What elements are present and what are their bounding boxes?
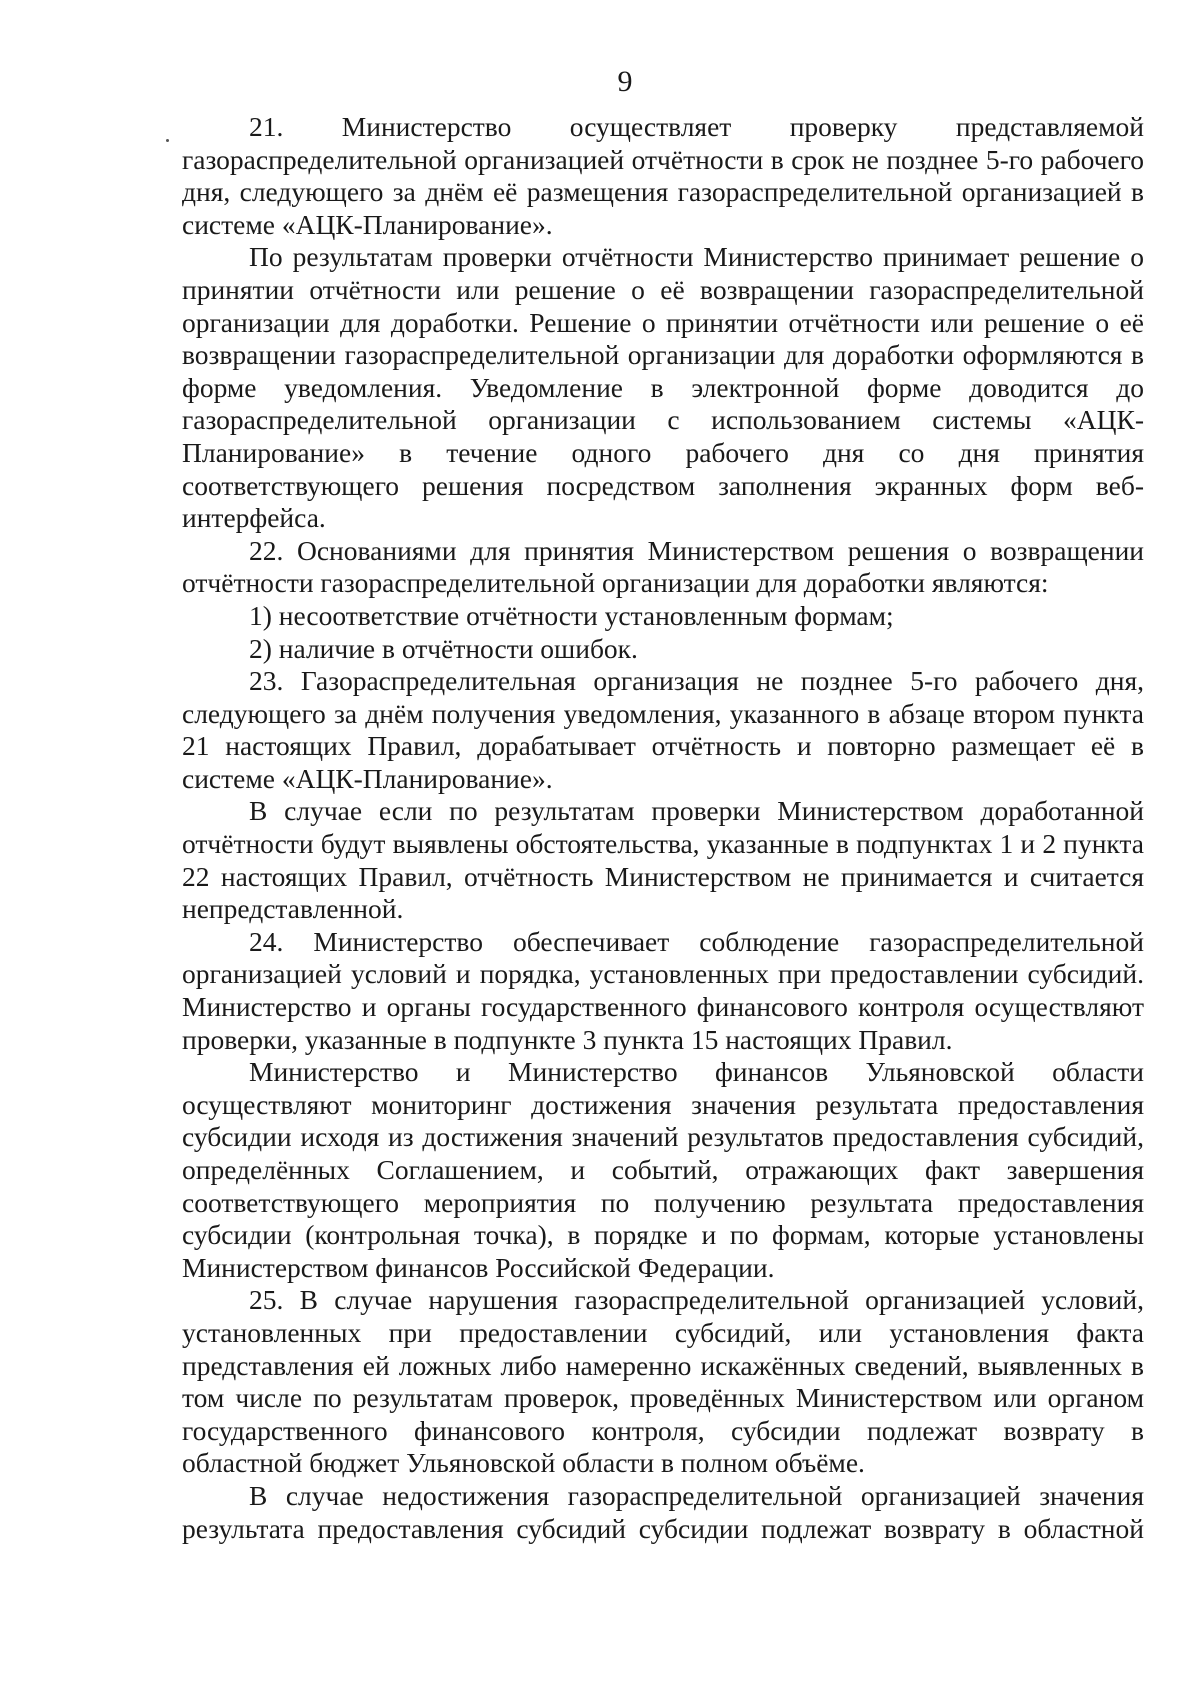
- paragraph-22: 22. Основаниями для принятия Министерством решения о возвращении отчётности газораспределительной организации для доработки являются:: [182, 534, 1144, 599]
- page-number: 9: [617, 65, 633, 98]
- paragraph-24-part-2: Министерство и Министерство финансов Ульяновской области осуществляют мониторинг достижения значения результата предоставления субсидии исходя из достижения значений результатов предоставления субсидий, определённых Соглашением, и событий, отражающих факт завершения соответствующего мероприятия по получению результата предоставления субсидии (контрольная точка), в порядке и по формам, которые установлены Министерством финансов Российской Федерации.: [182, 1056, 1144, 1283]
- paragraph-22-item-2: 2) наличие в отчётности ошибок.: [249, 632, 638, 664]
- paragraph-21-part-2: По результатам проверки отчётности Министерство принимает решение о принятии отчётности или решение о её возвращении газораспределительной организации для доработки. Решение о принятии отчётности или решение о её возвращении газораспределительной организации для доработки оформляются в форме уведомления. Уведомление в электронной форме доводится до газораспределительной организации с использованием системы «АЦК-Планирование» в течение одного рабочего дня со дня принятия соответствующего решения посредством заполнения экранных форм веб-интерфейса.: [182, 241, 1144, 534]
- paragraph-23: 23. Газораспределительная организация не позднее 5-го рабочего дня, следующего за днём получения уведомления, указанного в абзаце втором пункта 21 настоящих Правил, дорабатывает отчётность и повторно размещает её в системе «АЦК-Планирование».: [182, 665, 1144, 794]
- paragraph-24: 24. Министерство обеспечивает соблюдение газораспределительной организацией условий и порядка, установленных при предоставлении субсидий. Министерство и органы государственного финансового контроля осуществляют проверки, указанные в подпункте 3 пункта 15 настоящих Правил.: [182, 925, 1144, 1055]
- scan-speck: [166, 139, 169, 142]
- document-body: [182, 111, 1144, 1545]
- paragraph-25: 25. В случае нарушения газораспределительной организацией условий, установленных при предоставлении субсидий, или установления факта представления ей ложных либо намеренно искажённых сведений, выявленных в том числе по результатам проверок, проведённых Министерством или органом государственного финансового контроля, субсидии подлежат возврату в областной бюджет Ульяновской области в полном объёме.: [182, 1284, 1144, 1479]
- paragraph-22-item-1: 1) несоответствие отчётности установленным формам;: [249, 599, 894, 631]
- paragraph-23-part-2: В случае если по результатам проверки Министерством доработанной отчётности будут выявлены обстоятельства, указанные в подпунктах 1 и 2 пункта 22 настоящих Правил, отчётность Министерством не принимается и считается непредставленной.: [182, 795, 1144, 925]
- paragraph-21: 21. Министерство осуществляет проверку представляемой газораспределительной организацией отчётности в срок не позднее 5-го рабочего дня, следующего за днём её размещения газораспределительной организацией в системе «АЦК-Планирование».: [182, 111, 1144, 240]
- paragraph-25-part-2: В случае недостижения газораспределительной организацией значения результата предоставления субсидий субсидии подлежат возврату в областной: [182, 1479, 1144, 1544]
